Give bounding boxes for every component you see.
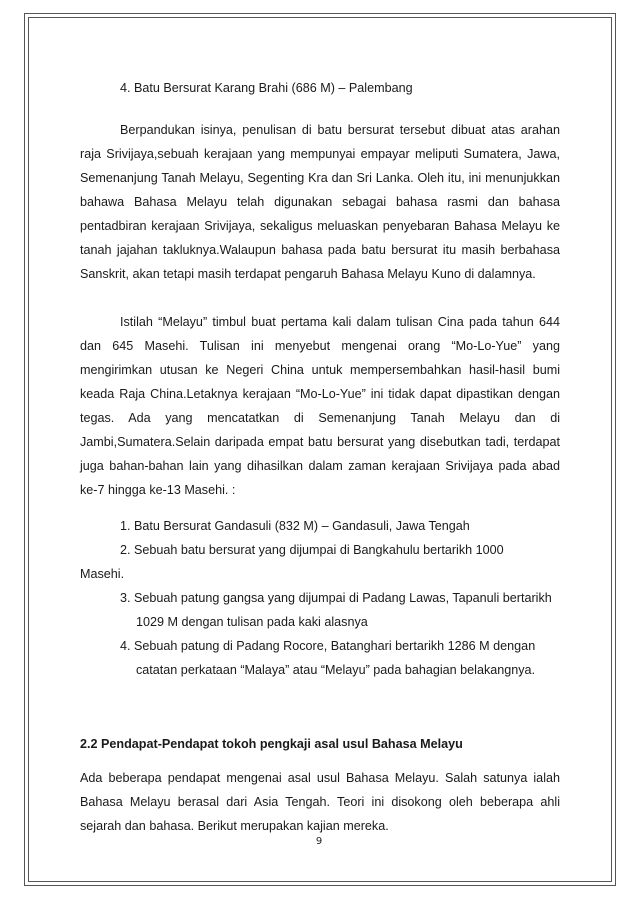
paragraph-3: Ada beberapa pendapat mengenai asal usul Bahasa Melayu. Salah satunya ialah Bahasa Melayu berasal dari Asia Tengah. Teori ini disokong oleh beberapa ahli sejarah dan bahasa. Berikut merupakan kajian mereka. — [80, 771, 560, 833]
page-number: 9 — [315, 836, 323, 847]
section-heading: 2.2 Pendapat-Pendapat tokoh pengkaji asal usul Bahasa Melayu — [80, 737, 463, 751]
list-item: 1. Batu Bersurat Gandasuli (832 M) – Gandasuli, Jawa Tengah — [120, 519, 470, 533]
document-body — [80, 78, 560, 838]
list-item: 2. Sebuah batu bersurat yang dijumpai di Bangkahulu bertarikh 1000 — [120, 543, 504, 557]
list-item-continuation: Masehi. — [80, 567, 125, 581]
list-item: 4. Sebuah patung di Padang Rocore, Batanghari bertarikh 1286 M dengan catatan perkataan “Malaya” atau “Melayu” pada bahagian belakangnya. — [120, 639, 536, 677]
paragraph-1: Berpandukan isinya, penulisan di batu bersurat tersebut dibuat atas arahan raja Srivijaya,sebuah kerajaan yang mempunyai empayar meliputi Sumatera, Jawa, Semenanjung Tanah Melayu, Segenting Kra dan Sri Lanka. Oleh itu, ini menunjukkan bahawa Bahasa Melayu telah digunakan sebagai bahasa rasmi dan bahasa pentadbiran kerajaan Srivijaya, sekaligus meluaskan penyebaran Bahasa Melayu ke tanah jajahan takluknya.Walaupun bahasa pada batu bersurat itu masih berbahasa Sanskrit, akan tetapi masih terdapat pengaruh Bahasa Melayu Kuno di dalamnya. — [80, 123, 560, 281]
artifact-list — [80, 514, 560, 682]
paragraph-2: Istilah “Melayu” timbul buat pertama kali dalam tulisan Cina pada tahun 644 dan 645 Masehi. Tulisan ini menyebut mengenai orang “Mo-Lo-Yue” yang mengirimkan utusan ke Negeri China untuk mempersembahkan hasil-hasil bumi keada Raja China.Letaknya kerajaan “Mo-Lo-Yue” ini tidak dapat dipastikan dengan tegas. Ada yang mencatatkan di Semenanjung Tanah Melayu dan di Jambi,Sumatera.Selain daripada empat batu bersurat yang disebutkan tadi, terdapat juga bahan-bahan lain yang dihasilkan dalam zaman kerajaan Srivijaya pada abad ke-7 hingga ke-13 Masehi. : — [80, 315, 560, 497]
list-item-heading: 4. Batu Bersurat Karang Brahi (686 M) – Palembang — [120, 81, 413, 95]
list-item: 3. Sebuah patung gangsa yang dijumpai di Padang Lawas, Tapanuli bertarikh 1029 M dengan tulisan pada kaki alasnya — [120, 591, 552, 629]
